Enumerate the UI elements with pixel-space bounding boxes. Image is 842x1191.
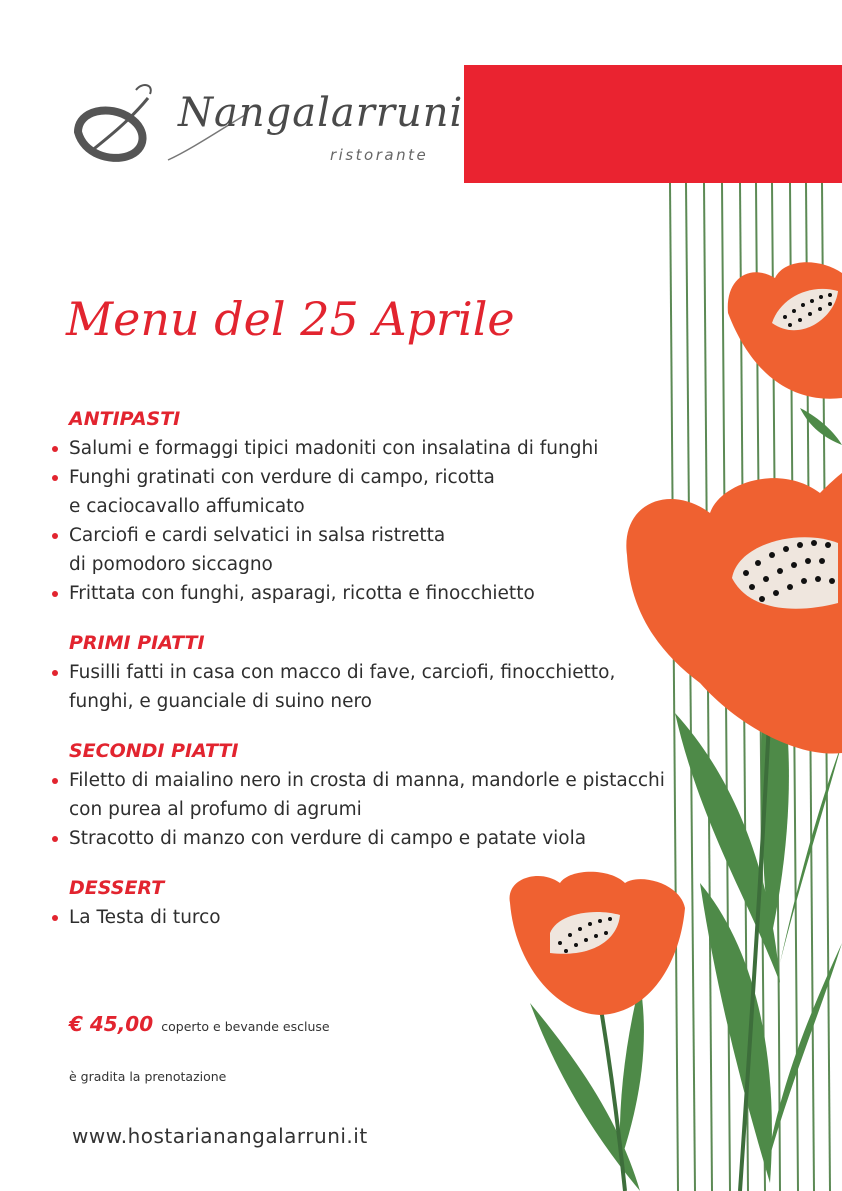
section-title: DESSERT: [69, 877, 165, 899]
poppy-bottom: [510, 872, 685, 1015]
booking-note: è gradita la prenotazione: [69, 1069, 227, 1084]
price-amount: € 45,00: [69, 1012, 154, 1036]
menu-item-text: e caciocavallo affumicato: [69, 496, 305, 517]
brand-name: Nangalarruni: [178, 90, 464, 136]
menu-item-text: con purea al profumo di agrumi: [69, 799, 362, 820]
section-title: ANTIPASTI: [69, 408, 181, 430]
section-title: SECONDI PIATTI: [69, 740, 239, 762]
section-title: PRIMI PIATTI: [69, 632, 205, 654]
price-note: coperto e bevande escluse: [161, 1019, 330, 1034]
brand-subtitle: ristorante: [330, 146, 429, 164]
website-link[interactable]: www.hostarianangalarruni.it: [72, 1124, 368, 1148]
menu-item-text: Frittata con funghi, asparagi, ricotta e finocchietto: [69, 583, 535, 604]
red-header-block: [464, 65, 842, 183]
menu-item-text: Filetto di maialino nero in crosta di manna, mandorle e pistacchi: [69, 770, 665, 791]
poppy-middle: [626, 473, 842, 754]
menu-item-text: Carciofi e cardi selvatici in salsa ristretta: [69, 525, 446, 546]
poppy-flowers-illustration: [500, 183, 842, 1191]
poppy-top: [728, 262, 842, 398]
menu-item-text: Stracotto di manzo con verdure di campo e patate viola: [69, 828, 587, 849]
menu-item-text: Salumi e formaggi tipici madoniti con insalatina di funghi: [69, 438, 599, 459]
menu-item-text: La Testa di turco: [69, 907, 221, 928]
price-row: [69, 1012, 330, 1036]
menu-item-text: Fusilli fatti in casa con macco di fave, carciofi, finocchietto,: [69, 662, 616, 683]
menu-title: Menu del 25 Aprile: [66, 292, 515, 346]
menu-item-text: funghi, e guanciale di suino nero: [69, 691, 372, 712]
menu-item-text: Funghi gratinati con verdure di campo, ricotta: [69, 467, 495, 488]
menu-item-text: di pomodoro siccagno: [69, 554, 273, 575]
